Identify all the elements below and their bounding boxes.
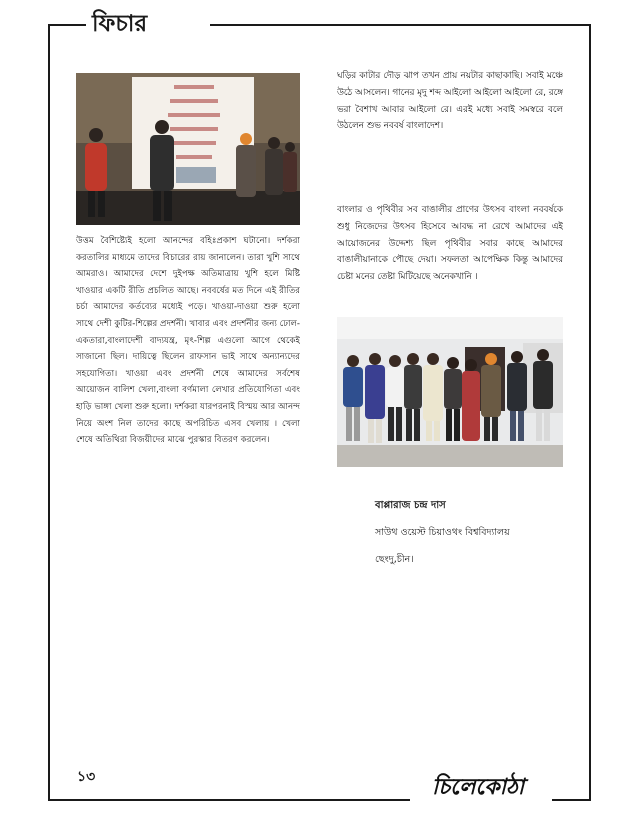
right-closing-paragraph: বাংলার ও পৃথিবীর সব বাঙালীর প্রাণের উৎসব বাংলা নববর্ষকে শুধু নিজেদের উৎসব হিসেবে আবদ্ধ না রেখে আমাদের এই আয়োজনের উদ্দেশ্য ছিল পৃথিবীর সবার কাছে আমাদের বাঙালীয়ানাকে পৌছে দেয়া। সফলতা আপেক্ষিক কিন্তু আমাদের চেষ্টা মনের তেষ্টা মিটিয়েছে অনেকখানি । [337,205,563,283]
author-affiliation: সাউথ ওয়েস্ট চিয়াওথং বিশ্ববিদ্যালয় [375,527,510,538]
event-photo-presentation [76,73,300,225]
author-location: ছেংদু,চীন। [375,554,414,565]
author-name: বাপ্পারাজ চন্দ্র দাস [375,500,446,511]
frame-bottom-rule [48,799,410,801]
magazine-brand-logo: চিলেকোঠা [432,774,525,800]
group-photo-illustration [337,317,563,467]
page-number: ১৩ [77,769,96,785]
presentation-photo-illustration [76,73,300,225]
left-body-paragraph: উত্তম বৈশিষ্ট্যেই হলো আনন্দের বহিঃপ্রকাশ ঘটানো। দর্শকরা করতালির মাধ্যমে তাদের বিচারের রায় জানালেন। তারা খুশি সাথে আমরাও। আমাদের দেশে দুইপক্ষ অতিমাত্রায় খুশি হলে মিষ্টি খাওয়ার একটি রীতি প্রচলিত আছে। নববর্ষের মত দিনে এই রীতির চর্চা আমাদের কর্তব্যের মধ্যেই পড়ে। খাওয়া-দাওয়া শুরু হলো সাথে দেশী কুটির-শিল্পের প্রদর্শনী। খাবার এবং প্রদর্শনীর জন্য ঢোল-একতারা,বাংলাদেশী বাদ্যযন্ত্র, মৃৎ-শিল্প এগুলো আগে থেকেই সাজানো ছিল। দায়িত্বে ছিলেন রাফসান ভাই সাথে অন্যান্যদের সহযোগিতা। খাওয়া এবং প্রদর্শনী শেষে আমাদের সর্বশেষ আয়োজন বালিশ খেলা,বাংলা বর্ণমালা লেখার প্রতিযোগিতা এবং হাড়ি ভাঙ্গা খেলা শুরু হলো। দর্শকরা যারপরনাই বিস্ময় আর আনন্দ নিয়ে অংশ নিল তাদের কাছে অপরিচিত এসব খেলায় । খেলা শেষে অতিথিরা বিজয়ীদের মাঝে পুরস্কার বিতরণ করলেন। [76,236,300,446]
frame-top-left-stub [48,24,86,26]
frame-left-rule [48,24,50,801]
frame-top-rule [210,24,591,26]
section-title: ফিচার [92,11,148,37]
right-intro-paragraph: ঘড়ির কাটার দৌড় ঝাপ তখন প্রায় নয়টার কাছাকাছি। সবাই মঞ্চে উঠে আসলেন। গানের মৃদু শব্দ আইলো আইলো আইলো রে, রঙ্গে ভরা বৈশাখ আবার আইলো রে। এরই মধ্যে সবাই সমস্বরে বলে উঠলেন শুভ নববর্ষ বাংলাদেশ। [337,71,563,132]
frame-right-rule [589,24,591,801]
frame-bottom-right-stub [552,799,591,801]
event-photo-group [337,317,563,467]
